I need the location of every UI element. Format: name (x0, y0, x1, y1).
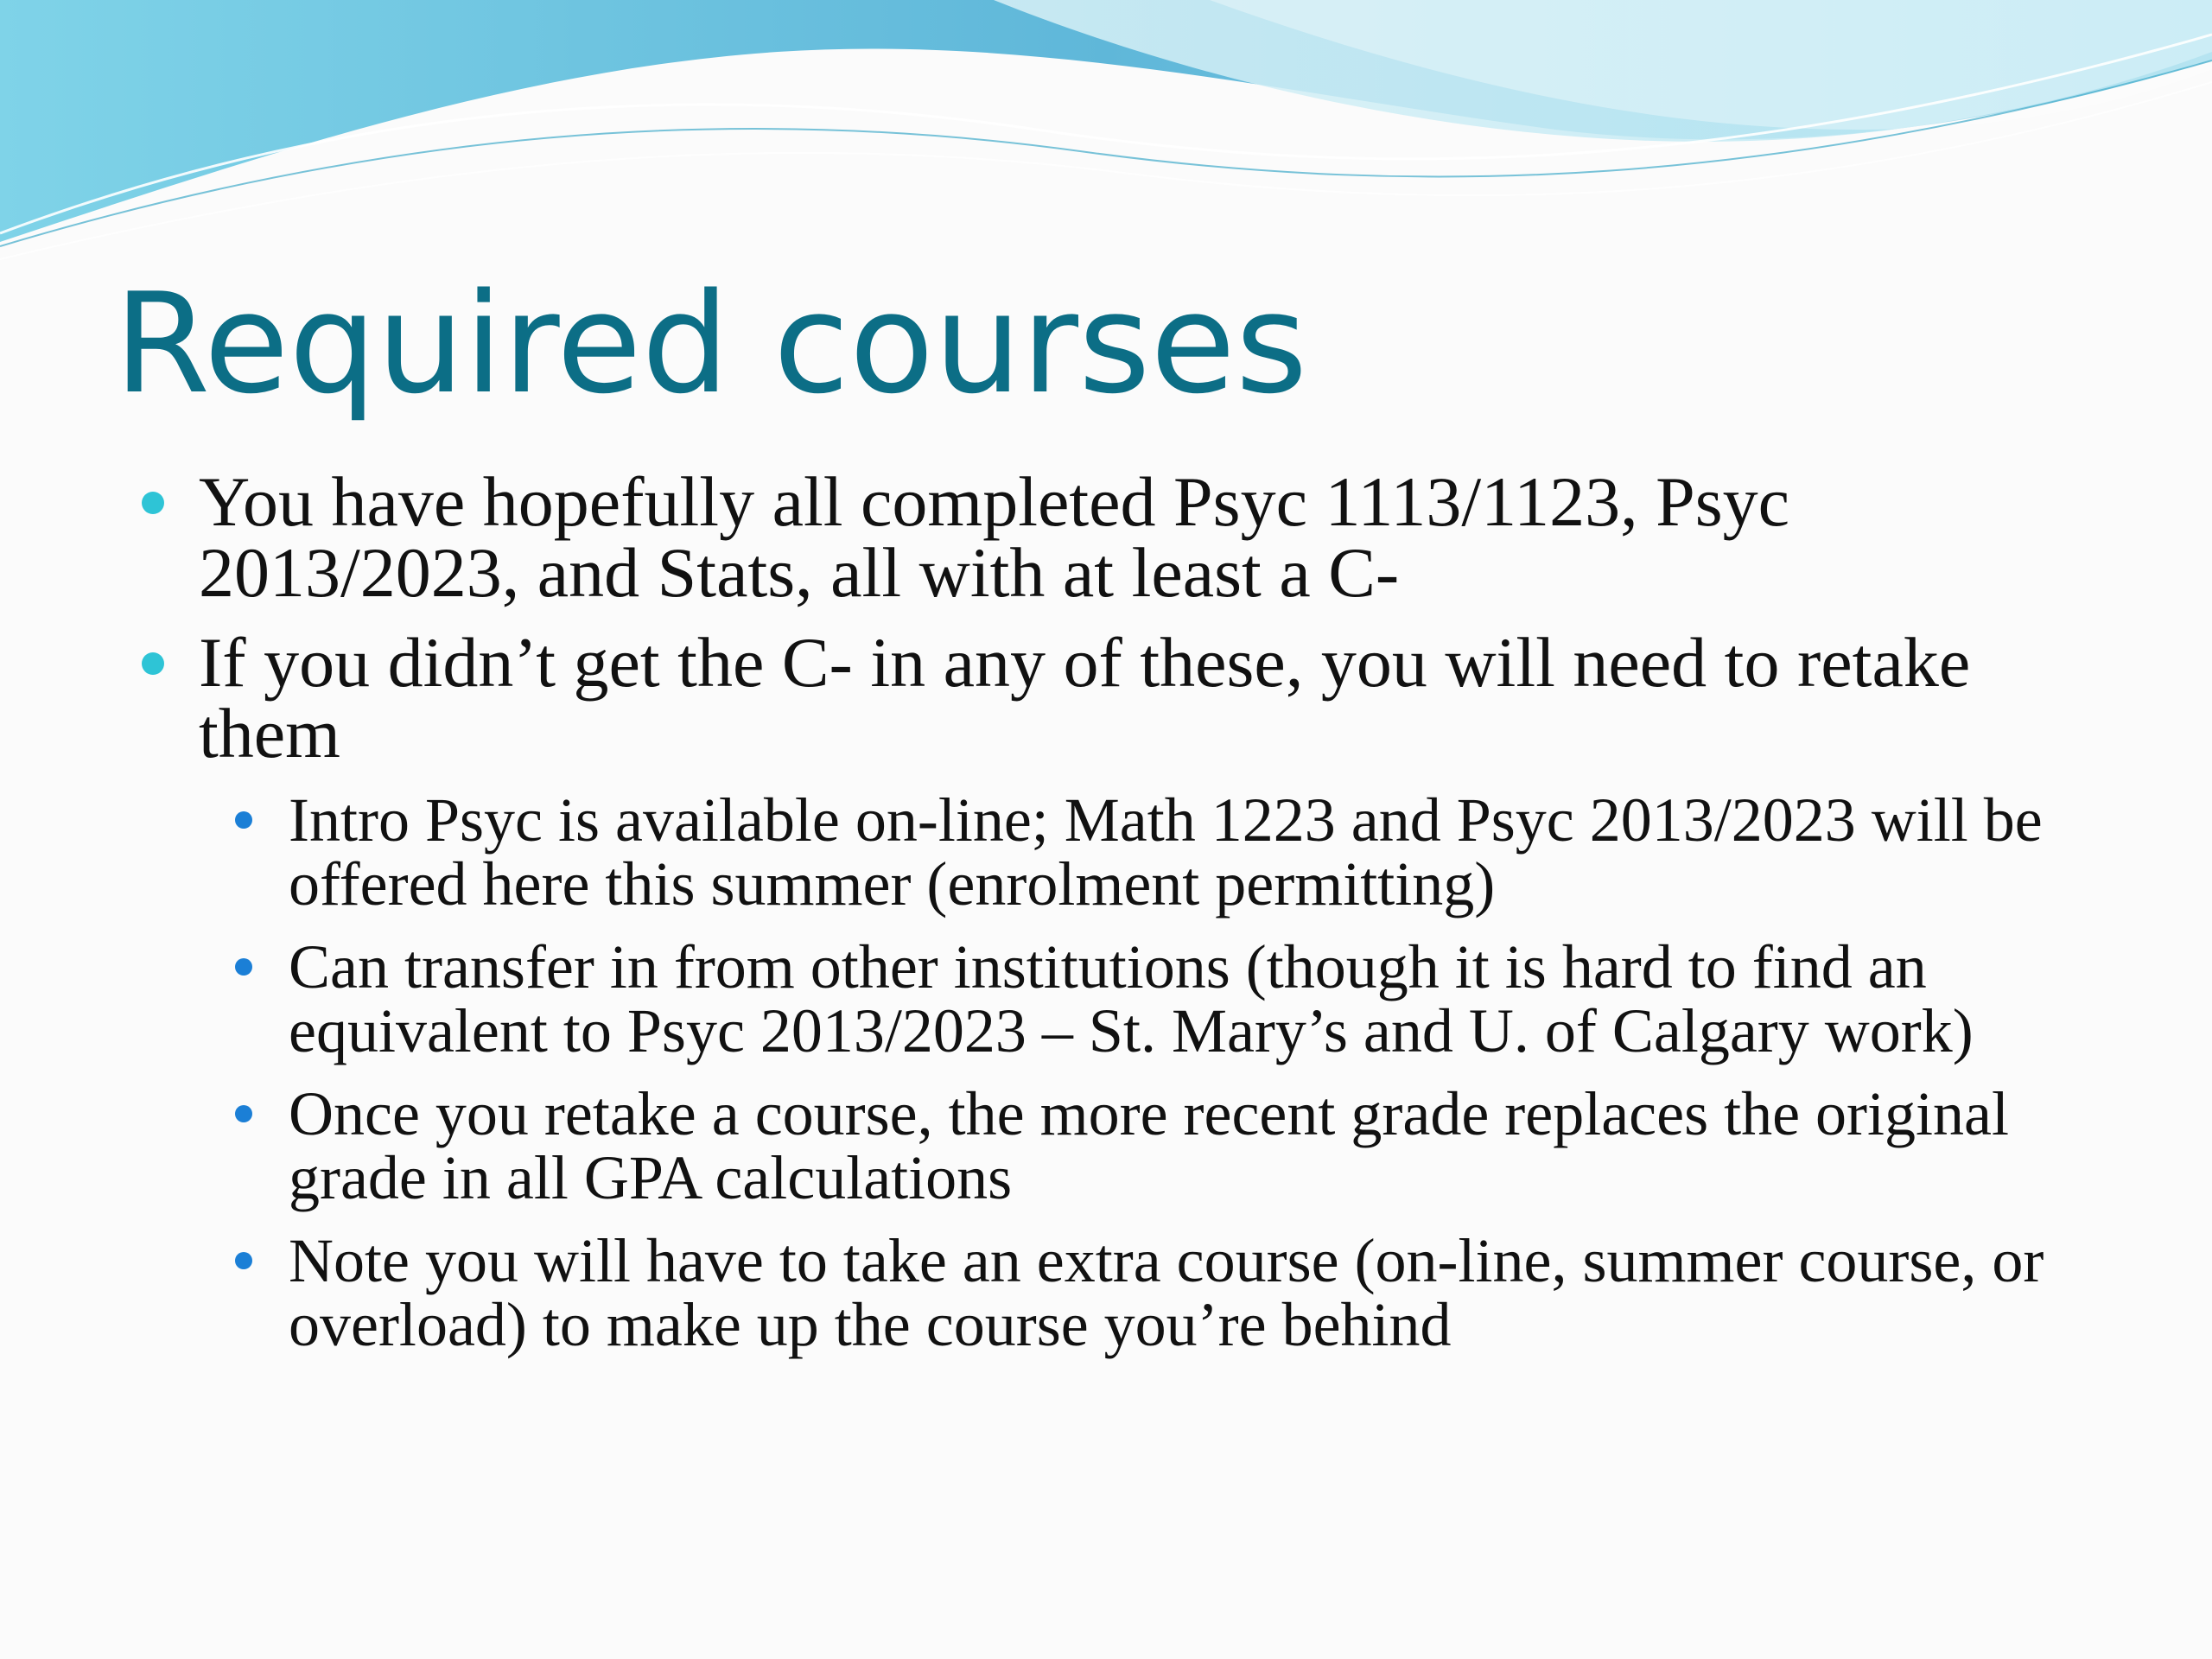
sub-bullet-item (233, 785, 2091, 918)
slide-title: Required courses (114, 263, 1308, 424)
header-wave-decoration (0, 0, 2212, 276)
sub-bullet-dot-icon (235, 1252, 252, 1269)
bullet-text: You have hopefully all completed Psyc 1113/1123, Psyc 2013/2023, and Stats, all with at least a C- (199, 462, 1790, 612)
sub-bullet-text: Note you will have to take an extra course (on-line, summer course, or overload) to make up the course you’re behind (289, 1226, 2044, 1359)
sub-bullet-text: Can transfer in from other institutions (though it is hard to find an equivalent to Psyc 2013/2023 – St. Mary’s and U. of Calgary work) (289, 932, 1974, 1065)
bullet-list (138, 462, 2091, 1376)
sub-bullet-dot-icon (235, 811, 252, 829)
sub-bullet-text: Once you retake a course, the more recent grade replaces the original grade in all GPA calculations (289, 1079, 2010, 1212)
sub-bullet-text: Intro Psyc is available on-line; Math 1223 and Psyc 2013/2023 will be offered here this summer (enrolment permitting) (289, 785, 2043, 918)
bullet-item (138, 623, 2091, 772)
bullet-item (138, 462, 2091, 612)
bullet-dot-icon (142, 652, 164, 675)
bullet-text: If you didn’t get the C- in any of these, you will need to retake them (199, 623, 1971, 772)
sub-bullet-item (233, 1079, 2091, 1212)
bullet-dot-icon (142, 492, 164, 514)
sub-bullet-dot-icon (235, 958, 252, 976)
sub-bullet-item (233, 1226, 2091, 1359)
sub-bullet-item (233, 932, 2091, 1065)
sub-bullet-dot-icon (235, 1105, 252, 1122)
